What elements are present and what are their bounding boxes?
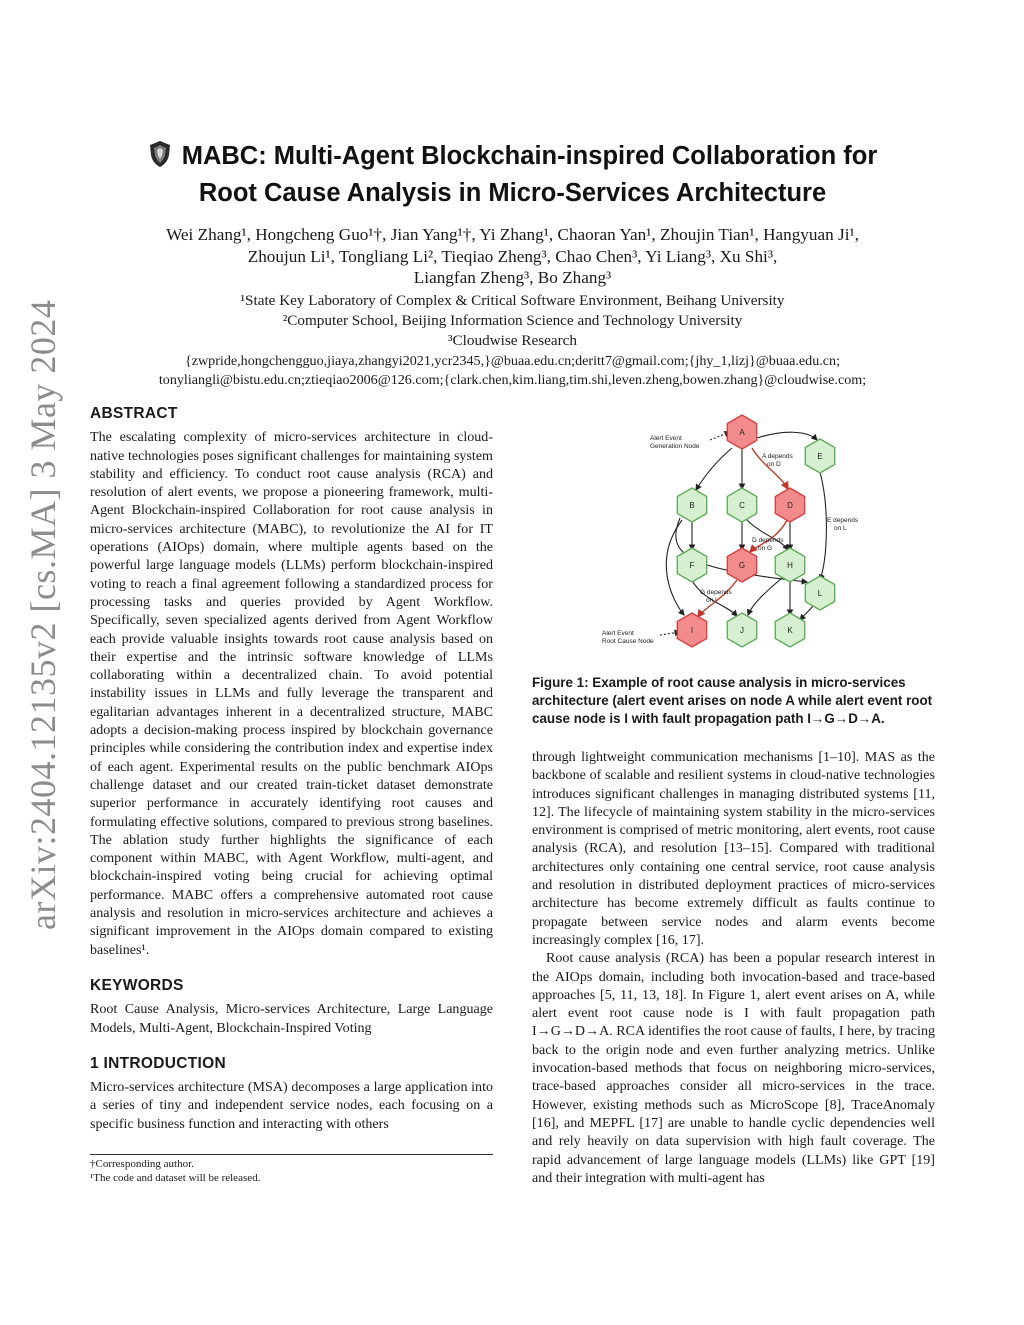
footnotes [90,1154,493,1185]
left-column [90,405,493,1133]
node-e-label: E [817,452,823,461]
label-generation-node-2: Generation Node [650,443,700,450]
note-a-depends-d: A depends [762,453,793,460]
node-b-label: B [689,501,695,510]
shield-logo-icon [148,140,172,177]
title-line-2: Root Cause Analysis in Micro-Services Architecture [198,179,827,207]
label-root-cause-node: Alert Event [602,630,634,637]
node-k-label: K [787,626,793,635]
label-generation-node: Alert Event [650,435,682,442]
intro-paragraph-continued: through lightweight communication mechanisms [1–10]. MAS as the backbone of scalable and resilient systems in cloud-native technologies introduces significant challenges in managing distributed systems [11, 12]. The lifecycle of maintaining system stability in the micro-services environment is comprised of metric monitoring, alert events, root cause analysis (RCA), and resolution [13–15]. Compared with traditional architectures only containing one central service, root cause analysis and resolution in distributed deployment practices of micro-services architecture has become extremely difficult as faults continue to propagate between service nodes and alarm events become increasingly complex [16, 17]. [532,749,935,948]
node-d-label: D [787,501,793,510]
node-a-label: A [739,428,745,437]
abstract-heading: ABSTRACT [90,405,178,422]
note-a-depends-d-2: on D [767,461,781,468]
footnote-release: ¹The code and dataset will be released. [90,1172,261,1184]
figure-1-diagram [592,410,892,660]
affiliation-3: ³Cloudwise Research [448,331,577,349]
node-j-label: J [740,626,744,635]
affiliation-2: ²Computer School, Beijing Information Science and Technology University [282,311,743,329]
arxiv-identifier: arXiv:2404.12135v2 [cs.MA] 3 May 2024 [23,299,63,930]
affiliations [90,291,935,351]
note-g-depends-i-2: on I [706,597,717,604]
edge-a-e [757,432,817,440]
authors-line-1: Wei Zhang¹, Hongcheng Guo¹†, Jian Yang¹†, Yi Zhang¹, Chaoran Yan¹, Zhoujin Tian¹, Hangyuan Ji¹, [166,225,859,244]
authors-line-2: Zhoujun Li¹, Tongliang Li², Tieqiao Zheng³, Chao Chen³, Yi Liang³, Xu Shi³, [247,246,778,266]
node-h-label: H [787,561,793,570]
keywords-text: Root Cause Analysis, Micro-services Architecture, Large Language Models, Multi-Agent, Blockchain-Inspired Voting [90,1001,493,1036]
edge-h-j [748,578,782,615]
introduction-text: Micro-services architecture (MSA) decomposes a large application into a series of tiny and independent service nodes, each focusing on a specific business function and interacting with others [90,1079,493,1132]
keywords-heading: KEYWORDS [90,976,184,994]
rca-paragraph: Root cause analysis (RCA) has been a popular research interest in the AIOps domain, including both invocation-based and trace-based approaches [5, 11, 13, 18]. In Figure 1, alert event arises on A, while alert event root cause node is I with fault propagation path I→G→D→A. RCA identifies the root cause of faults, I here, by tracing back to the origin node and even further analyzing metrics. Unlike invocation-based methods that focus on neighboring micro-services, trace-based approaches consider all micro-services in the trace. However, existing methods such as MicroScope [8], TraceAnomaly [16], and MEPFL [17] are unable to handle cyclic dependencies well and rely heavily on data supervision with high fault coverage. The rapid advancement of large language models (LLMs) like GPT [19] and their integration with multi-agent has [532,950,935,1186]
right-column [532,748,935,1187]
title-block [90,140,935,391]
note-e-depends-l: E depends [827,517,859,524]
node-g-label: G [738,561,746,570]
node-l-label: L [817,589,823,598]
introduction-heading: 1 INTRODUCTION [90,1054,226,1072]
edge-e-l [820,472,826,580]
label-root-cause-node-2: Root Cause Node [602,638,654,645]
note-d-depends-g-2: on G [758,545,773,552]
footnote-corresponding: †Corresponding author. [90,1158,194,1170]
note-d-depends-g: D depends [752,537,784,544]
note-e-depends-l-2: on L [834,525,847,532]
affiliation-1: ¹State Key Laboratory of Complex & Critical Software Environment, Beihang University [240,291,785,309]
email-line-2: tonyliangli@bistu.edu.cn;ztieqiao2006@126.com;{clark.chen,kim.liang,tim.shi,leven.zheng,bowen.zhang}@cloudwise.com; [158,372,867,388]
edge-a-b [696,448,732,490]
authors-line-3: Liangfan Zheng³, Bo Zhang³ [413,268,612,287]
paper-title [90,140,935,210]
author-list [90,224,935,289]
edge-l-k [800,605,814,620]
node-f-label: F [689,561,695,570]
title-line-1: MABC: Multi-Agent Blockchain-inspired Collaboration for [181,142,878,170]
email-line-1: {zwpride,hongchengguo,jiaya,zhangyi2021,ycr2345,}@buaa.edu.cn;deritt7@gmail.com;{jhy_1,lizj}@buaa.edu.cn; [184,352,840,369]
node-c-label: C [739,501,745,510]
figure-1-caption: Figure 1: Example of root cause analysis in micro-services architecture (alert event arises on node A while alert event root cause node is I with fault propagation path I→G→D→A. [532,675,933,727]
node-i-label: I [690,626,694,635]
abstract-text: The escalating complexity of micro-services architecture in cloud-native technologies poses significant challenges for maintaining system stability and efficiency. To conduct root cause analysis (RCA) and resolution of alert events, we propose a pioneering framework, multi-Agent Blockchain-inspired Collaboration for root cause analysis in micro-services architecture (MABC), to revolutionize the AI for IT operations (AIOps) domain, where multiple agents based on the powerful large language models (LLMs) perform blockchain-inspired voting to reach a final agreement following a standardized process for processing tasks and queries provided by Agent Workflow. Specifically, seven specialized agents derived from Agent Workflow each provide valuable insights towards root cause analysis based on their expertise and the intrinsic software knowledge of LLMs collaborating within a decentralized chain. To avoid potential instability issues in LLMs and fully leverage the transparent and egalitarian advantages inherent in a decentralized structure, MABC adopts a decision-making process inspired by blockchain governance principles while considering the contribution index and expertise index of each agent. Experimental results on the public benchmark AIOps challenge dataset and our created train-ticket dataset demonstrate superior performance in accurately identifying root causes and formulating effective solutions, compared to previous strong baselines. The ablation study further highlights the significance of each component within MABC, with Agent Workflow, multi-agent, and blockchain-inspired voting being crucial for achieving optimal performance. MABC offers a comprehensive automated root cause analysis and resolution in micro-services architecture and achieves a significant improvement in the AIOps domain compared to existing baselines¹. [90,429,493,958]
email-list [90,352,935,391]
note-g-depends-i: G depends [700,589,732,596]
